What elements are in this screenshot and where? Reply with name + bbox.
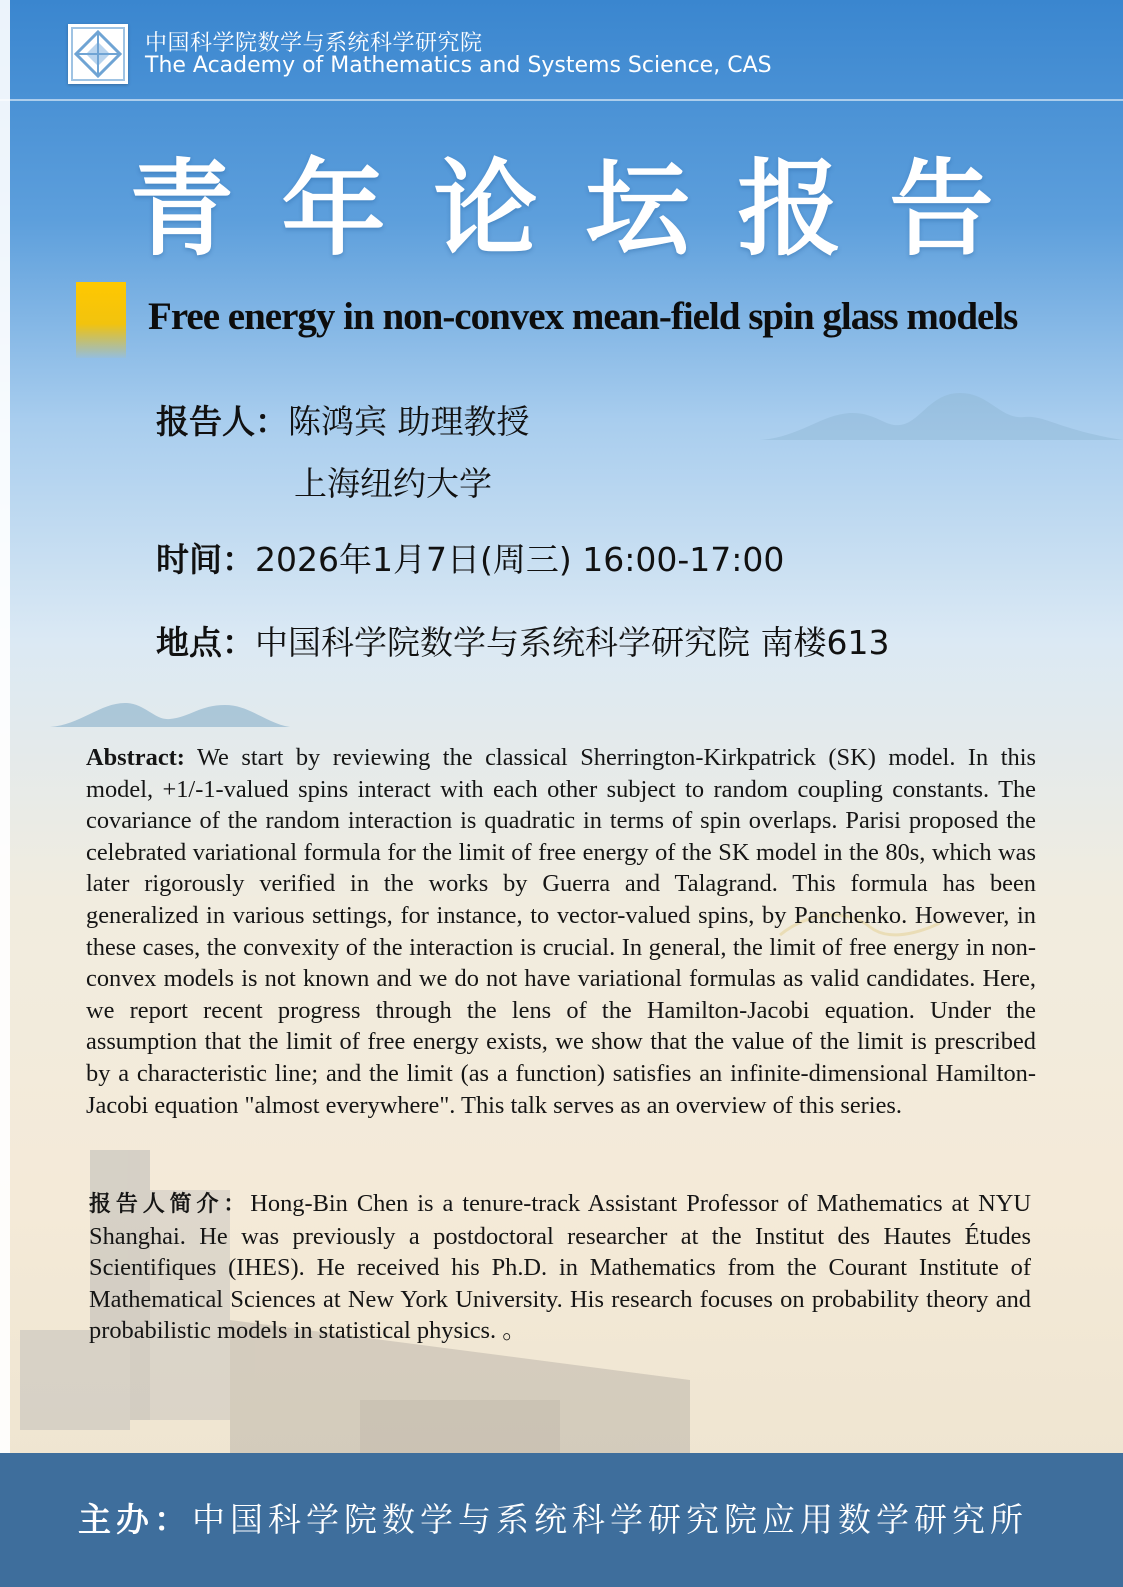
abstract-paragraph	[86, 742, 1036, 1121]
speaker-name: 陈鸿宾 助理教授	[288, 402, 530, 441]
organizer-value: 中国科学院数学与系统科学研究院应用数学研究所	[192, 1500, 1028, 1539]
page-title: 青年论坛报告	[129, 148, 1042, 270]
abstract-label: Abstract:	[86, 744, 185, 771]
bio-label: 报告人简介：	[89, 1191, 251, 1217]
org-name-chinese: 中国科学院数学与系统科学研究院	[145, 31, 483, 56]
org-name-english: The Academy of Mathematics and Systems Science, CAS	[145, 53, 772, 78]
speaker-row	[156, 396, 530, 443]
speaker-label: 报告人：	[156, 402, 288, 441]
bio-text: Hong-Bin Chen is a tenure-track Assistant Professor of Mathematics at NYU Shanghai. He was previously a postdoctoral researcher at the Institut des Hautes Études Scientifiques (IHES). He received his Ph.D. in Mathematics from the Courant Institute of Mathematical Sciences at New York University. His research focuses on probability theory and probabilistic models in statistical physics. 。	[89, 1190, 1031, 1345]
header-bar	[0, 0, 1123, 100]
speaker-bio-paragraph	[89, 1188, 1031, 1347]
time-value: 2026年1月7日(周三) 16:00-17:00	[255, 540, 785, 579]
abstract-text: We start by reviewing the classical Sherrington-Kirkpatrick (SK) model. In this model, +1/-1-valued spins interact with each other subject to random coupling constants. The covariance of the random interaction is quadratic in terms of spin overlaps. Parisi proposed the celebrated variational formula for the limit of free energy of the SK model in the 80s, which was later rigorously verified in the works by Guerra and Talagrand. This formula has been generalized in various settings, for instance, to vector-valued spins, by Panchenko. However, in these cases, the convexity of the interaction is crucial. In general, the limit of free energy in non-convex models is not known and we do not have variational formulas as valid candidates. Here, we report recent progress through the lens of the Hamilton-Jacobi equation. Under the assumption that the limit of free energy exists, we show that the value of the limit is prescribed by a characteristic line; and the limit (as a function) satisfies an infinite-dimensional Hamilton-Jacobi equation "almost everywhere". This talk serves as an overview of this series.	[86, 744, 1036, 1119]
talk-title: Free energy in non-convex mean-field spin glass models	[148, 295, 1018, 338]
location-label: 地点：	[156, 623, 255, 662]
title-accent-bar	[76, 282, 126, 358]
organizer-label: 主办：	[78, 1500, 192, 1539]
location-value: 中国科学院数学与系统科学研究院 南楼613	[255, 623, 890, 662]
mountain-decoration-right	[760, 385, 1123, 445]
time-label: 时间：	[156, 540, 255, 579]
location-row	[156, 617, 889, 664]
institute-logo-icon	[68, 24, 128, 84]
organizer-row	[78, 1494, 1028, 1541]
speaker-affiliation: 上海纽约大学	[294, 464, 492, 503]
time-row	[156, 534, 784, 581]
header-divider	[0, 99, 1123, 101]
mountain-decoration-left	[50, 695, 290, 735]
